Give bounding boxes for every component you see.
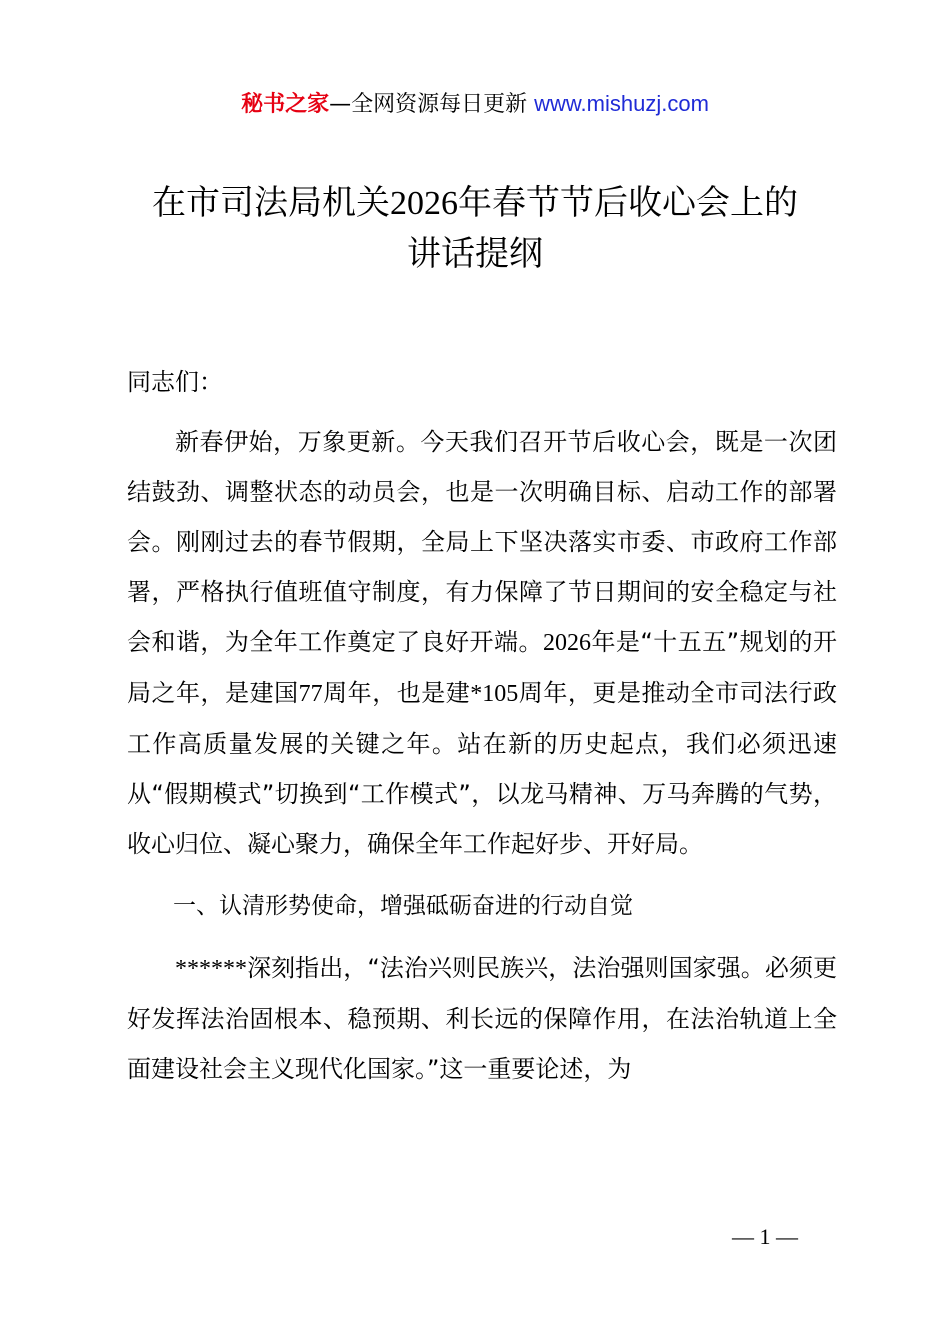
salutation: 同志们： [127, 368, 223, 396]
title-year: 2026 [390, 185, 458, 222]
section-heading-1: 一、认清形势使命，增强砥砺奋进的行动自觉 [173, 893, 633, 919]
site-header [0, 88, 950, 121]
intro-paragraph [127, 417, 837, 869]
brand-name[interactable]: 秘书之家 [241, 92, 330, 117]
title-line1-part-a: 在市司法局机关 [152, 183, 390, 223]
intro-text-b: 年是“十五五”规划的开局之年，是建国 [127, 628, 837, 707]
document-body [127, 357, 837, 1094]
site-url-link[interactable]: www.mishuzj.com [534, 91, 709, 116]
section1-redacted-stars: ****** [175, 956, 247, 982]
intro-text-d: 周年，更是推动全市司法行政工作高质量发展的关键之年。站在新的历史起点，我们必须迅速从“假期模式”切换到“工作模式”，以龙马精神、万马奔腾的气势，收心归位、凝心聚力，确保全年工作起好步、开好局。 [127, 679, 838, 858]
page-number: — 1 — [732, 1224, 798, 1249]
section1-paragraph [127, 943, 837, 1094]
intro-number-1: 77 [298, 681, 323, 707]
title-line2: 讲话提纲 [407, 234, 543, 274]
intro-number-2: *105 [470, 681, 519, 707]
intro-text-a: 新春伊始，万象更新。今天我们召开节后收心会，既是一次团结鼓劲、调整状态的动员会，也是一次明确目标、启动工作的部署会。刚刚过去的春节假期，全局上下坚决落实市委、市政府工作部署，严格执行值班值守制度，有力保障了节日期间的安全稳定与社会和谐，为全年工作奠定了良好开端。 [127, 428, 837, 656]
header-tagline: —全网资源每日更新 [329, 92, 528, 117]
intro-text-c: 周年，也是建 [322, 679, 471, 707]
section1-text: 深刻指出，“法治兴则民族兴，法治强则国家强。必须更好发挥法治固根本、稳预期、利长远的保障作用，在法治轨道上全面建设社会主义现代化国家。”这一重要论述，为 [127, 954, 837, 1083]
document-title [90, 178, 860, 279]
intro-year: 2026 [542, 630, 591, 656]
title-line1-part-b: 年春节节后收心会上的 [458, 183, 798, 223]
